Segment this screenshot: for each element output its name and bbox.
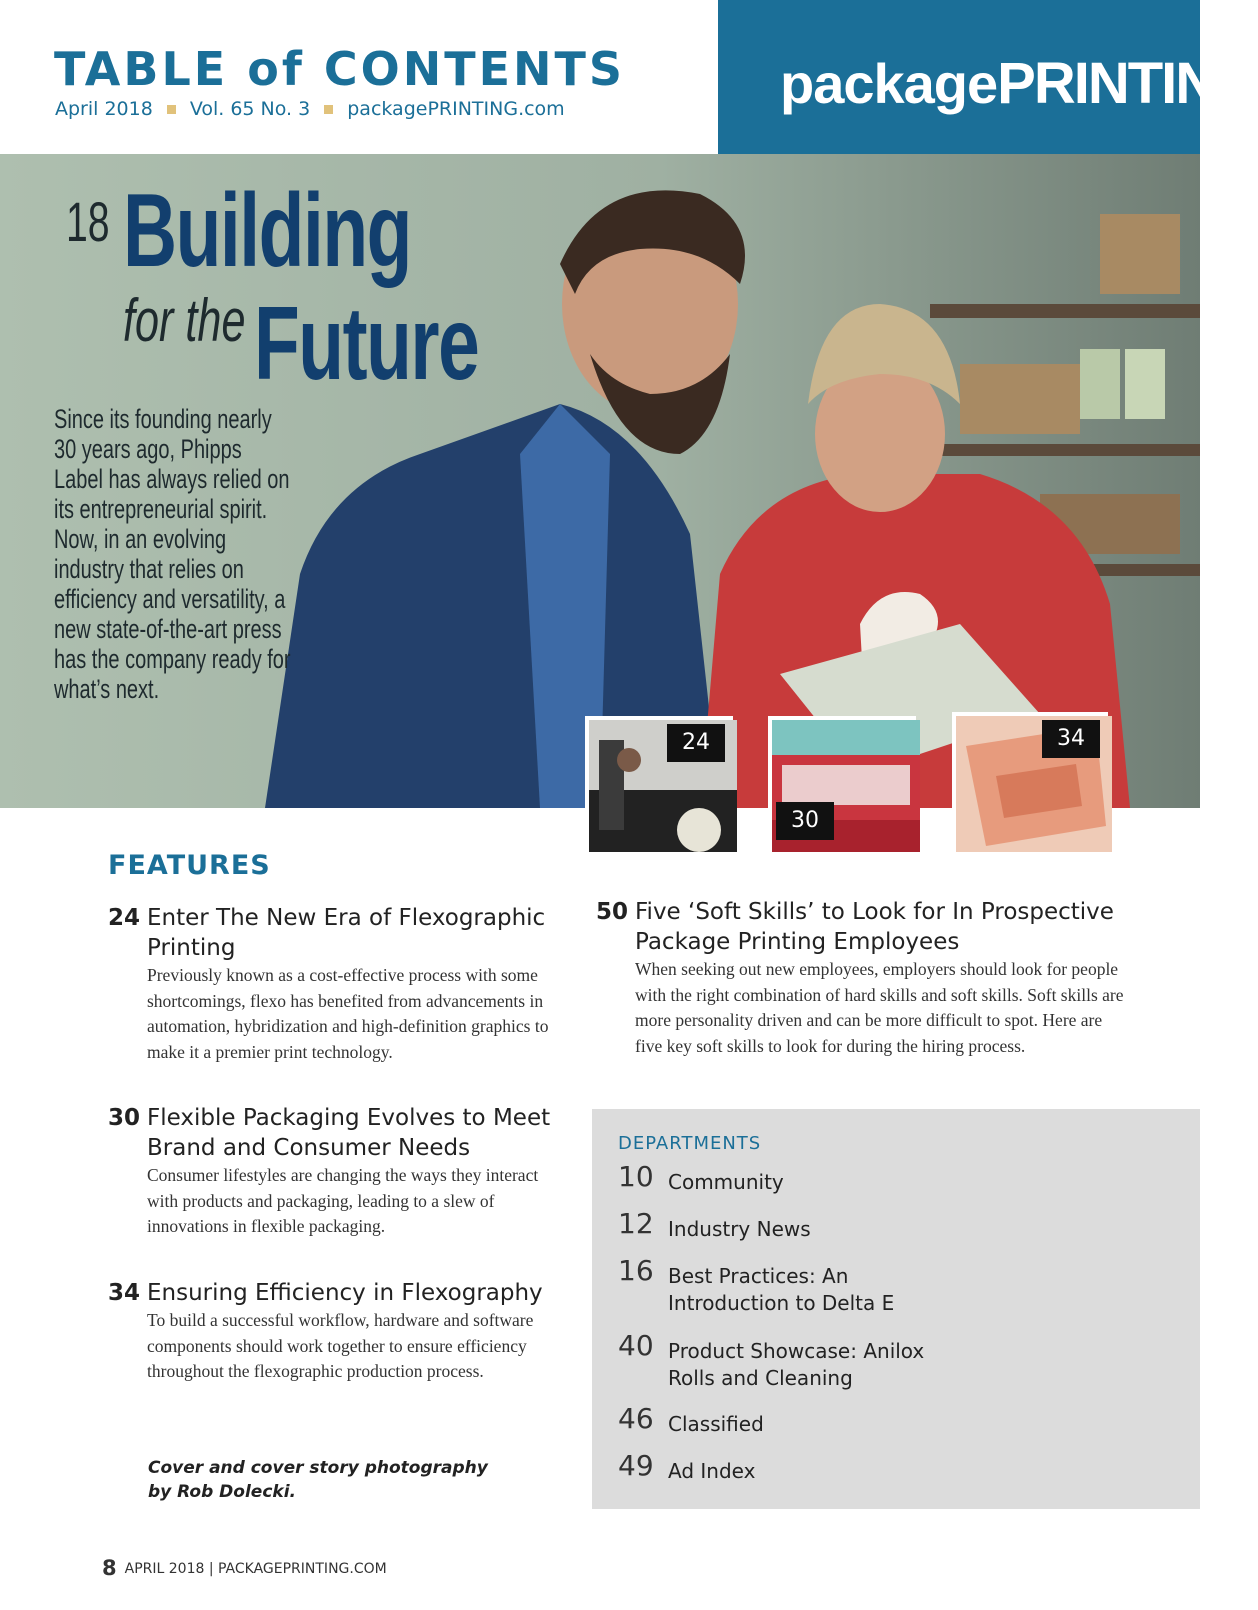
- feature-page-number: 24: [108, 905, 141, 931]
- brand-logo: [780, 50, 1258, 117]
- feature-item[interactable]: [108, 1278, 560, 1385]
- brand-logo-upper: PRINTING: [997, 51, 1258, 116]
- feature-description: To build a successful workflow, hardware and software components should work together to ensure efficiency throughout the flexographic production process.: [147, 1310, 534, 1381]
- department-page-number: 12: [618, 1207, 654, 1240]
- feature-page-number: 30: [108, 1105, 141, 1131]
- feature-title[interactable]: Enter The New Era of Flexographic Printing: [147, 905, 546, 961]
- department-page-number: 16: [618, 1254, 654, 1287]
- photo-credit-line2: by Rob Dolecki.: [148, 1482, 296, 1502]
- feature-page-number: 34: [108, 1280, 141, 1306]
- department-label[interactable]: Community: [668, 1170, 784, 1194]
- issue-volume: Vol. 65 No. 3: [189, 98, 311, 120]
- cover-story-title-line2: Future: [254, 286, 479, 402]
- feature-page-number: 50: [596, 899, 629, 925]
- thumbnail-34[interactable]: [952, 712, 1108, 848]
- feature-item[interactable]: [596, 897, 1126, 1059]
- thumbnail-24[interactable]: [585, 716, 733, 848]
- department-label[interactable]: Industry News: [668, 1217, 811, 1241]
- department-item[interactable]: [618, 1329, 958, 1392]
- department-label[interactable]: Classified: [668, 1412, 764, 1436]
- feature-description: When seeking out new employees, employers should look for people with the right combination of hard skills and soft skills. Soft skills are more personality driven and can be more difficult to spot. Here are five key soft skills to look for during the hiring process.: [635, 959, 1124, 1056]
- cover-story-page-number: 18: [66, 190, 110, 253]
- feature-title[interactable]: Flexible Packaging Evolves to Meet Brand and Consumer Needs: [147, 1105, 551, 1161]
- feature-item[interactable]: [108, 1103, 560, 1240]
- department-page-number: 46: [618, 1402, 654, 1435]
- department-label[interactable]: Product Showcase: Anilox Rolls and Cleaning: [668, 1339, 925, 1390]
- feature-item[interactable]: [108, 903, 560, 1065]
- separator-square-icon: [324, 105, 333, 114]
- department-label[interactable]: Best Practices: An Introduction to Delta E: [668, 1264, 895, 1315]
- separator-square-icon: [167, 105, 176, 114]
- department-label[interactable]: Ad Index: [668, 1459, 756, 1483]
- feature-title[interactable]: Five ‘Soft Skills’ to Look for In Prospective Package Printing Employees: [635, 899, 1114, 955]
- thumbnail-page-label: 24: [667, 724, 725, 762]
- photo-credit: [148, 1456, 488, 1504]
- departments-heading: DEPARTMENTS: [618, 1133, 762, 1154]
- department-page-number: 49: [618, 1449, 654, 1482]
- department-item[interactable]: [618, 1254, 938, 1317]
- cover-story-title-for-the: for the: [123, 287, 246, 354]
- thumbnail-page-label: 30: [776, 802, 834, 840]
- cover-story-title-line1: Building: [123, 173, 411, 289]
- issue-info: [55, 98, 565, 120]
- department-item[interactable]: [618, 1160, 784, 1196]
- thumbnail-page-label: 34: [1042, 720, 1100, 758]
- footer-text: APRIL 2018 | PACKAGEPRINTING.COM: [124, 1561, 387, 1577]
- department-item[interactable]: [618, 1207, 811, 1243]
- department-page-number: 40: [618, 1329, 654, 1362]
- footer-page-number: 8: [102, 1556, 117, 1580]
- issue-date: April 2018: [55, 98, 153, 120]
- photo-credit-line1: Cover and cover story photography: [148, 1458, 488, 1478]
- thumbnail-30[interactable]: [768, 716, 916, 848]
- brand-logo-lower: package: [780, 52, 998, 115]
- feature-title[interactable]: Ensuring Efficiency in Flexography: [147, 1280, 543, 1306]
- features-heading: FEATURES: [108, 850, 271, 881]
- page-title: TABLE of CONTENTS: [54, 42, 626, 96]
- feature-description: Previously known as a cost-effective process with some shortcomings, flexo has benefited from advancements in automation, hybridization and high-definition graphics to make it a premier print technology.: [147, 965, 549, 1062]
- department-page-number: 10: [618, 1160, 654, 1193]
- department-item[interactable]: [618, 1402, 764, 1438]
- feature-description: Consumer lifestyles are changing the ways they interact with products and packaging, leading to a slew of innovations in flexible packaging.: [147, 1165, 539, 1236]
- department-item[interactable]: [618, 1449, 756, 1485]
- page-footer: [102, 1556, 387, 1580]
- cover-story-deck: Since its founding nearly 30 years ago, Phipps Label has always relied on its entrepreneurial spirit. Now, in an evolving industry that relies on efficiency and versatility, a new state-of-the-art press has the company ready for what’s next.: [54, 404, 291, 704]
- issue-website[interactable]: packagePRINTING.com: [347, 98, 565, 120]
